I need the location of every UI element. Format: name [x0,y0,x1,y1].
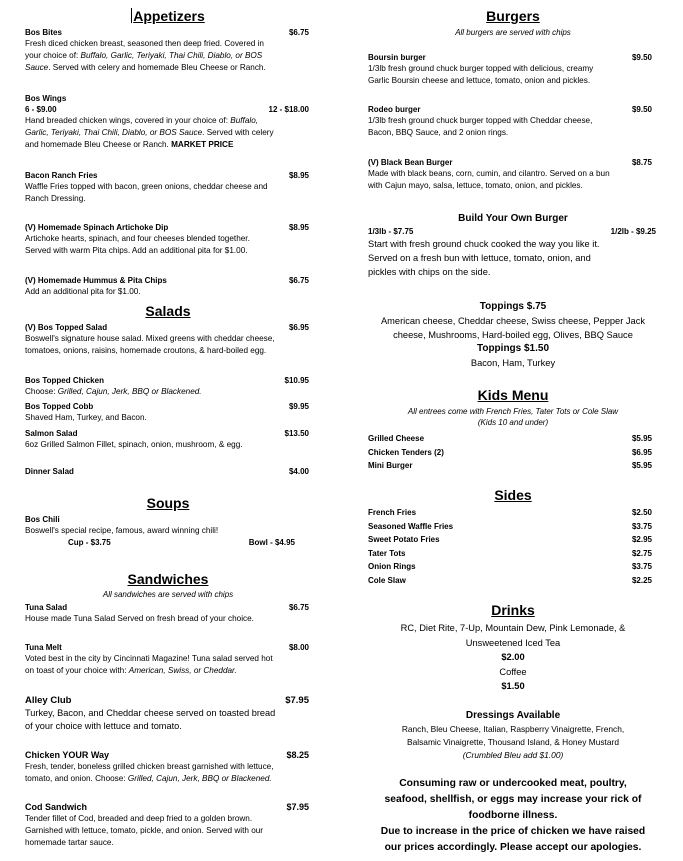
menu-item-bos-bites [25,27,311,74]
item-description: Boswell's special recipe, famous, award winning chili! [25,526,219,535]
menu-item-cod-sandwich [25,802,311,849]
item-description: Start with fresh ground chuck cooked the way you like it. Served on a fresh bun with lettuce, tomato, onion, and pickles with chips on the side. [368,239,600,277]
list-item [368,547,658,561]
list-item [368,533,658,547]
item-name: Salmon Salad [25,429,78,438]
item-name: Tuna Salad [25,603,68,612]
item-price: $6.95 [631,447,652,457]
item-price: 1/3lb - $7.75 [368,227,414,236]
item-price: $8.25 [286,750,309,760]
item-price: 12 - $18.00 [268,105,309,114]
menu-item-salmon-salad [25,428,311,451]
item-price: $2.95 [631,535,652,544]
list-item [368,446,658,460]
drinks-info: RC, Diet Rite, 7-Up, Mountain Dew, Pink Lemonade, & Unsweetened Iced Tea $2.00 Coffee $1.50 [400,623,626,691]
item-name: Dinner Salad [25,467,74,476]
item-price: $3.75 [631,562,652,571]
sides-heading: Sides [494,487,532,503]
item-price: 6 - $9.00 [25,105,57,114]
menu-item-bos-wings [25,93,311,151]
item-price: $6.75 [288,603,309,612]
item-description: Boswell's signature house salad. Mixed greens with cheddar cheese, tomatoes, onions, raisins, homemade croutons, & hard-boiled egg. [25,334,275,355]
item-price: $8.00 [288,643,309,652]
item-price: $9.50 [631,53,652,62]
item-name: Bacon Ranch Fries [25,171,98,180]
item-price: Bowl - $4.95 [248,538,295,547]
item-price: $5.95 [631,461,652,470]
list-item [368,506,658,520]
item-price: $6.75 [288,276,309,285]
item-description: Fresh, tender, boneless grilled chicken breast garnished with lettuce, tomato, and onion. Choose: Grilled, Cajun, Jerk, BBQ or Blackened. [25,762,274,783]
item-name: Cole Slaw [368,575,406,585]
item-description: Add an additional pita for $1.00. [25,287,141,296]
item-name: Boursin burger [368,53,426,62]
item-name: Grilled Cheese [368,434,425,443]
item-name: Onion Rings [368,562,416,571]
item-description: 6oz Grilled Salmon Fillet, spinach, onion, mushroom, & egg. [25,440,243,449]
appetizers-heading: Appetizers [133,8,205,24]
soups-heading: Soups [146,495,190,511]
item-name: Sweet Potato Fries [368,535,440,544]
item-price: $7.95 [286,802,309,812]
item-name: (V) Bos Topped Salad [25,323,108,332]
menu-item-rodeo-burger [368,104,658,139]
item-price: $8.95 [288,171,309,180]
item-description: 1/3lb fresh ground chuck burger topped with delicious, creamy Garlic Boursin cheese and lettuce, tomato, onion and pickles. [368,64,594,85]
list-item [368,574,658,588]
dressings: Dressings Available Ranch, Bleu Cheese, Italian, Raspberry Vinaigrette, French, Balsamic Vinaigrette, Thousand Island, & Honey Mustard (Crumbled Bleu add $1.00) [401,710,625,760]
item-price: $2.25 [631,575,652,585]
item-description: Artichoke hearts, spinach, and four cheeses blended together. Served with warm Pita chips. Add an additional pita for $1.00. [25,234,250,255]
item-name: Rodeo burger [368,105,421,114]
toppings: Toppings $.75 American cheese, Cheddar cheese, Swiss cheese, Pepper Jack cheese, Mushrooms, Hard-boiled egg, Olives, BBQ Sauce Toppings $1.50 Bacon, Ham, Turkey [380,301,646,368]
item-name: Bos Topped Cobb [25,402,94,411]
item-description: Waffle Fries topped with bacon, green onions, cheddar cheese and Ranch Dressing. [25,182,268,203]
menu-item-dinner-salad [25,466,311,477]
menu-item-bos-chili [25,514,311,548]
item-price: $2.75 [631,548,652,558]
menu-item-hummus [25,275,311,298]
drinks-heading: Drinks [491,602,535,618]
item-description: Shaved Ham, Turkey, and Bacon. [25,413,147,422]
menu-item-boursin-burger [368,52,658,87]
menu-item-bos-topped-salad [25,322,311,357]
item-description: Tender fillet of Cod, breaded and deep fried to a golden brown. Garnished with lettuce, tomato, pickle, and onion. Served with our homemade tartar sauce. [25,814,264,847]
item-price: $7.95 [285,695,309,706]
sandwiches-note: All sandwiches are served with chips [102,590,234,599]
item-name: French Fries [368,508,417,517]
item-name: Tater Tots [368,548,406,558]
menu-item-bos-topped-cobb [25,401,311,424]
item-name: Seasoned Waffle Fries [368,521,454,531]
list-item [368,432,658,446]
item-name: Tuna Melt [25,643,62,652]
item-price: $13.50 [284,429,309,438]
item-name: (V) Homemade Spinach Artichoke Dip [25,223,169,232]
burgers-heading: Burgers [486,8,540,24]
kids-menu-heading: Kids Menu [477,387,549,403]
list-item [368,459,658,473]
item-description: 1/3lb fresh ground chuck burger topped with Cheddar cheese, Bacon, BBQ Sauce, and 2 onion rings. [368,116,593,137]
item-name: Bos Wings [25,94,67,103]
menu-item-spinach-dip [25,222,311,257]
item-price: Cup - $3.75 [68,538,111,547]
menu-item-black-bean-burger [368,157,658,192]
byo-title: Build Your Own Burger [458,213,568,224]
menu-item-tuna-melt [25,642,311,677]
item-description: House made Tuna Salad Served on fresh bread of your choice. [25,614,254,623]
item-name: (V) Homemade Hummus & Pita Chips [25,276,167,285]
item-price: $8.95 [288,223,309,232]
sides-list [368,506,658,587]
menu-item-alley-club [25,694,311,733]
item-price: $5.95 [631,434,652,443]
salads-heading: Salads [145,303,191,319]
item-name: Bos Chili [25,515,60,524]
item-price: $3.75 [631,521,652,531]
item-name: Bos Bites [25,28,62,37]
menu-item-bacon-ranch-fries [25,170,311,205]
build-your-own-burger [368,212,658,279]
list-item [368,560,658,574]
kids-note: All entrees come with French Fries, Tater Tots or Cole Slaw (Kids 10 and under) [407,407,619,427]
item-name: (V) Black Bean Burger [368,158,453,167]
item-name: Chicken YOUR Way [25,750,110,760]
item-description: Turkey, Bacon, and Cheddar cheese served on toasted bread of your choice with lettuce and tomato. [25,708,276,731]
item-name: Alley Club [25,695,72,706]
item-price: $9.50 [631,105,652,114]
item-description: Hand breaded chicken wings, covered in your choice of: Buffalo, Garlic, Teriyaki, Thai Chili, Diablo, or BOS Sauce. Served with celery and homemade Bleu Cheese or Ranch. MARKET PRICE [25,116,274,149]
item-price: $8.75 [631,158,652,167]
item-price: 1/2lb - $9.25 [610,227,656,236]
item-name: Chicken Tenders (2) [368,447,444,457]
list-item [368,520,658,534]
item-price: $9.95 [288,402,309,411]
item-price: $10.95 [284,376,309,385]
menu-item-chicken-your-way [25,750,311,785]
item-price: $6.75 [288,28,309,37]
item-description: Made with black beans, corn, cumin, and cilantro. Served on a bun with Cajun mayo, salsa, lettuce, tomato, onion, and pickles. [368,169,610,190]
item-description: Voted best in the city by Cincinnati Magazine! Tuna salad served hot on toast of your choice with: American, Swiss, or Cheddar. [25,654,273,675]
food-warning: Consuming raw or undercooked meat, poultry, seafood, shellfish, or eggs may increase your rick of foodborne illness. Due to increase in the price of chicken we have raised our prices accordingly. Please accept our apologies. [380,778,646,853]
kids-list [368,432,658,473]
item-description: Fresh diced chicken breast, seasoned then deep fried. Covered in your choice of: Buffalo, Garlic, Teriyaki, Thai Chili, Diablo, or BOS Sauce. Served with celery and homemade Bleu Cheese or Ranch. [25,39,266,72]
item-name: Mini Burger [368,461,413,470]
item-price: $6.95 [288,323,309,332]
sandwiches-heading: Sandwiches [127,571,209,587]
menu-item-bos-topped-chicken [25,375,311,398]
item-price: $2.50 [631,508,652,517]
item-name: Bos Topped Chicken [25,376,104,385]
item-description: Choose: Grilled, Cajun, Jerk, BBQ or Blackened. [25,387,202,396]
menu-item-tuna-salad [25,602,311,625]
burgers-note: All burgers are served with chips [455,28,571,37]
item-price: $4.00 [288,467,309,476]
item-name: Cod Sandwich [25,802,88,812]
